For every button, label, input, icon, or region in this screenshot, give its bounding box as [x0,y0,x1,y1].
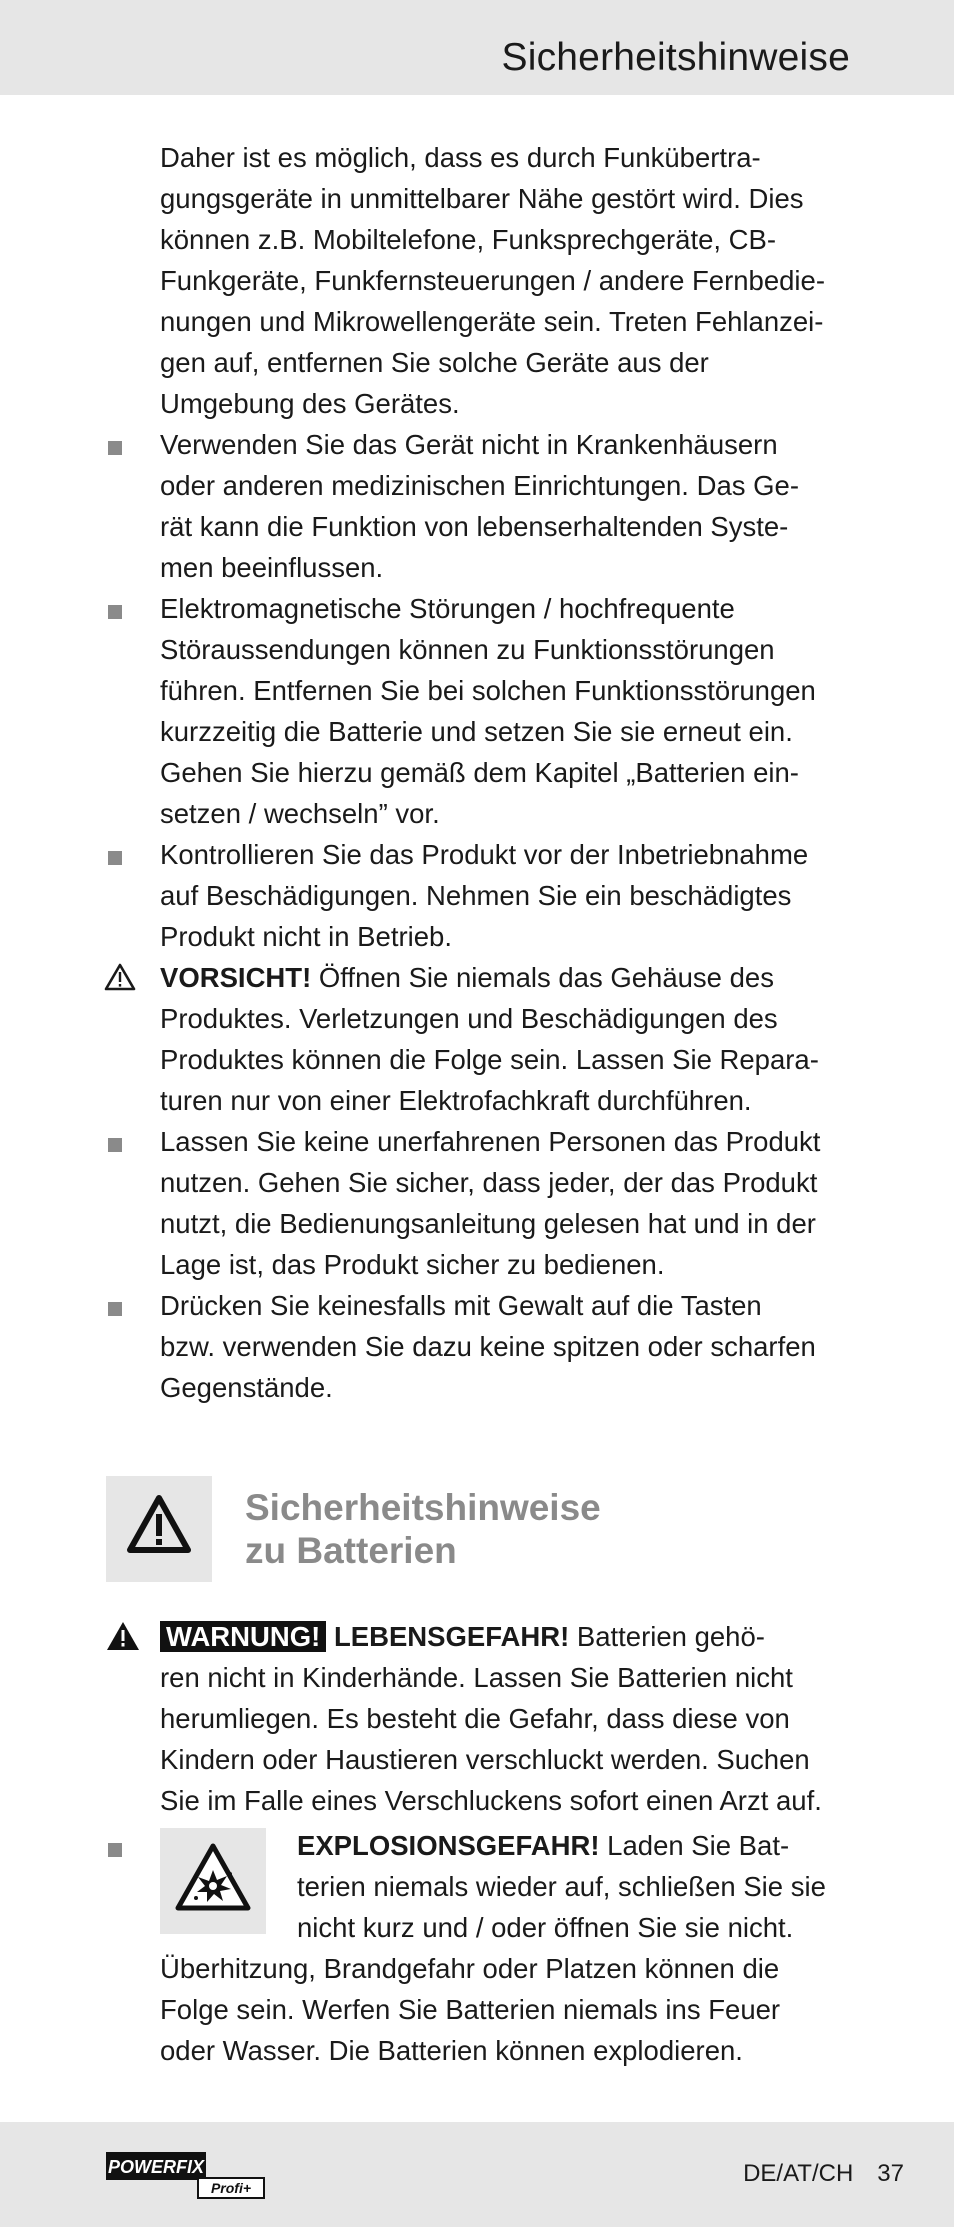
caution-triangle-icon [104,963,136,991]
explosion-icon-box [160,1828,266,1934]
bullet-hospital: Verwenden Sie das Gerät nicht in Krankenhäusern oder anderen medizinischen Einrichtungen. Das Ge- rät kann die Funktion von lebenserhaltenden Syste- men beeinflussen. [160,429,799,583]
intro-paragraph: Daher ist es möglich, dass es durch Funkübertra- gungsgeräte in unmittelbarer Nähe gestört wird. Dies können z.B. Mobiltelefone, Funksprechgeräte, CB- Funkgeräte, Funkfernsteuerungen / andere Fernbedie- nungen und Mikrowellengeräte sein. Treten Fehlanzei- gen auf, entfernen Sie solche Geräte aus der Umgebung des Gerätes. [160,142,825,419]
bullet-square-icon [108,441,122,455]
bullet-square-icon [108,851,122,865]
bullet-square-icon [108,1843,122,1857]
powerfix-logo-icon [106,2152,266,2200]
warning-triangle-icon [106,1476,212,1582]
bullet-check: Kontrollieren Sie das Produkt vor der Inbetriebnahme auf Beschädigungen. Nehmen Sie ein beschädigtes Produkt nicht in Betrieb. [160,839,809,952]
brand-logo [106,2152,266,2205]
warning-badge: WARNUNG! [160,1621,326,1652]
bullet-square-icon [108,1302,122,1316]
bullet-persons: Lassen Sie keine unerfahrenen Personen das Produkt nutzen. Gehen Sie sicher, dass jeder, der das Produkt nutzt, die Bedienungsanleitung gelesen hat und in der Lage ist, das Produkt sicher zu bedienen. [160,1126,821,1280]
page-title: Sicherheitshinweise [501,36,850,79]
explosion-paragraph: Überhitzung, Brandgefahr oder Platzen können die Folge sein. Werfen Sie Batterien niemals ins Feuer oder Wasser. Die Batterien können explodieren. [160,1953,781,2066]
bullet-emv: Elektromagnetische Störungen / hochfrequente Störaussendungen können zu Funktionsstörungen führen. Entfernen Sie bei solchen Funktionsstörungen kurzzeitig die Batterie und setzen Sie sie erneut ein. Gehen Sie hierzu gemäß dem Kapitel „Batterien ein- setzen / wechseln” vor. [160,593,816,829]
bullet-square-icon [108,605,122,619]
section-icon-box [106,1476,212,1582]
explosion-label: EXPLOSIONSGEFAHR! [297,1830,600,1861]
svg-text:Profi+: Profi+ [210,2180,252,2196]
warning-filled-triangle-icon [106,1621,140,1651]
locale-label: DE/AT/CH [743,2160,854,2187]
explosion-side-text: EXPLOSIONSGEFAHR! Laden Sie Bat- terien niemals wieder auf, schließen Sie sie nicht kurz und / oder öffnen Sie sie nicht. [297,1830,826,1943]
footer-info [743,2160,904,2188]
explosion-hazard-icon [160,1828,266,1934]
caution-paragraph: VORSICHT! Öffnen Sie niemals das Gehäuse des Produktes. Verletzungen und Beschädigungen des Produktes können die Folge sein. Lassen Sie Repara- turen nur von einer Elektrofachkraft durchführen. [160,962,819,1116]
page-number: 37 [877,2160,904,2187]
caution-label: VORSICHT! [160,962,312,993]
warning-paragraph: WARNUNG! LEBENSGEFAHR! Batterien gehö- ren nicht in Kinderhände. Lassen Sie Batterien nicht herumliegen. Es besteht die Gefahr, dass diese von Kindern oder Haustieren verschluckt werden. Suchen Sie im Falle eines Verschluckens sofort einen Arzt auf. [160,1621,822,1816]
page-header [0,0,954,95]
section-heading: Sicherheitshinweise zu Batterien [245,1487,601,1571]
bullet-square-icon [108,1138,122,1152]
danger-label: LEBENSGEFAHR! [333,1621,570,1652]
svg-text:POWERFIX: POWERFIX [107,2157,205,2177]
bullet-buttons: Drücken Sie keinesfalls mit Gewalt auf die Tasten bzw. verwenden Sie dazu keine spitzen oder scharfen Gegenstände. [160,1290,816,1403]
